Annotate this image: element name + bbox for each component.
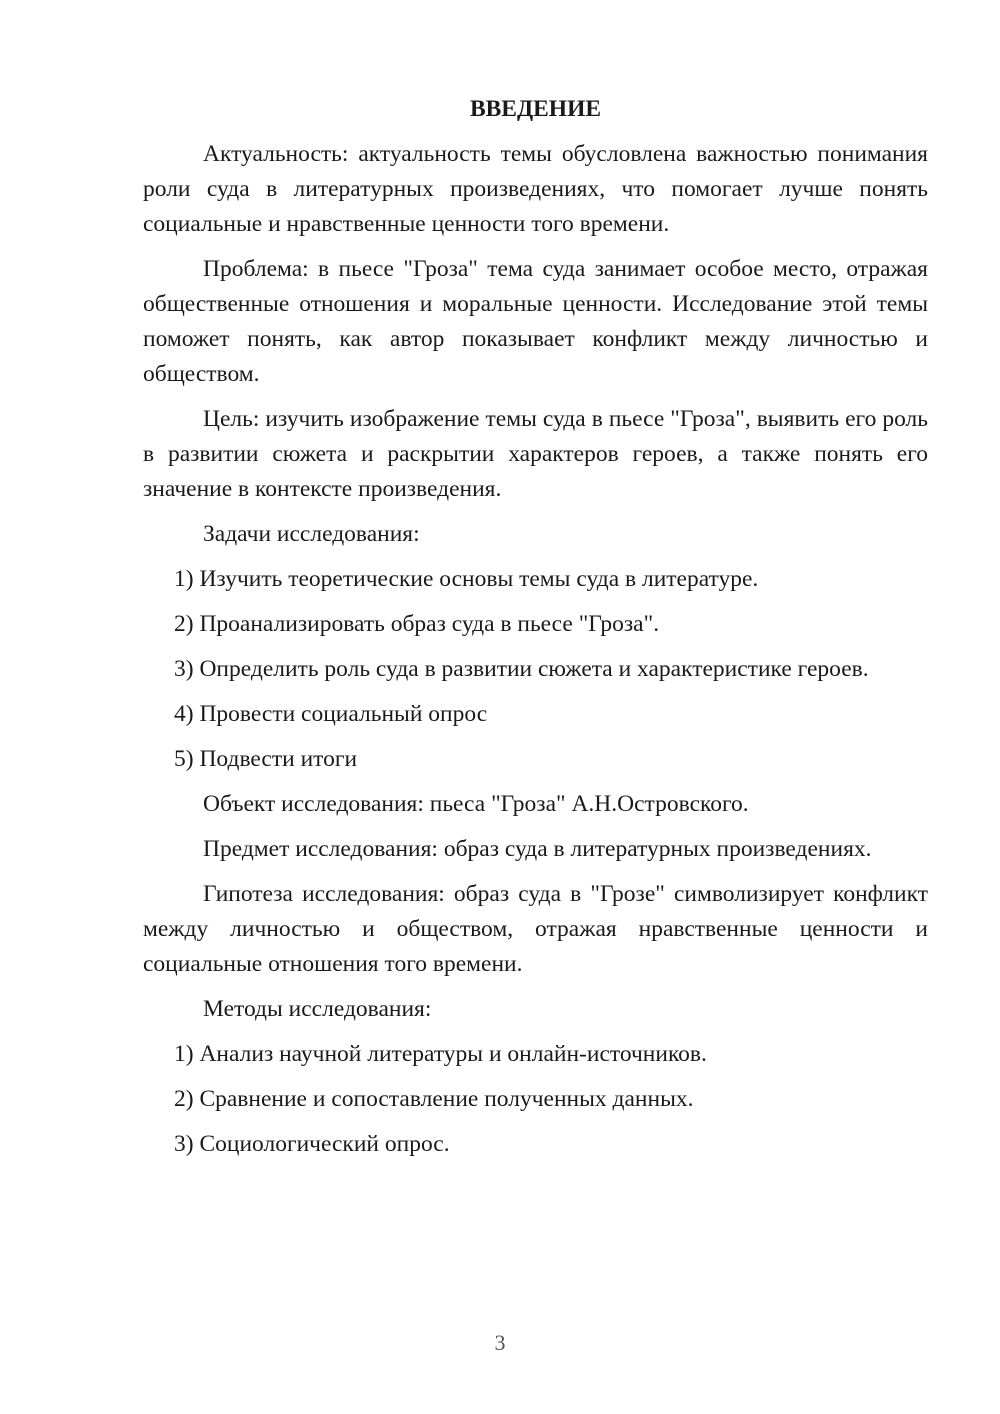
goal-paragraph: Цель: изучить изображение темы суда в пьесе "Гроза", выявить его роль в развитии сюжета и раскрытии характеров героев, а также понять его значение в контексте произведения. <box>143 406 928 502</box>
method-item: 3) Социологический опрос. <box>174 1131 450 1157</box>
research-object: Объект исследования: пьеса "Гроза" А.Н.Островского. <box>203 791 749 817</box>
problem-paragraph: Проблема: в пьесе "Гроза" тема суда занимает особое место, отражая общественные отношения и моральные ценности. Исследование этой темы поможет понять, как автор показывает конфликт между личностью и обществом. <box>143 256 928 387</box>
hypothesis-paragraph: Гипотеза исследования: образ суда в "Грозе" символизирует конфликт между личностью и обществом, отражая нравственные ценности и социальные отношения того времени. <box>143 881 928 977</box>
methods-heading: Методы исследования: <box>203 996 432 1022</box>
tasks-heading: Задачи исследования: <box>203 521 420 547</box>
section-title: ВВЕДЕНИЕ <box>469 96 602 122</box>
task-item: 2) Проанализировать образ суда в пьесе "Гроза". <box>174 611 660 637</box>
task-item: 3) Определить роль суда в развитии сюжета и характеристике героев. <box>174 656 869 682</box>
page-number: 3 <box>494 1330 506 1355</box>
task-item: 4) Провести социальный опрос <box>174 701 488 727</box>
task-item: 1) Изучить теоретические основы темы суда в литературе. <box>174 566 759 592</box>
task-item: 5) Подвести итоги <box>174 746 358 772</box>
method-item: 1) Анализ научной литературы и онлайн-источников. <box>174 1041 707 1067</box>
research-subject: Предмет исследования: образ суда в литературных произведениях. <box>203 836 872 862</box>
page-content <box>143 92 928 1172</box>
relevance-paragraph: Актуальность: актуальность темы обусловлена важностью понимания роли суда в литературных произведениях, что помогает лучше понять социальные и нравственные ценности того времени. <box>143 141 928 237</box>
method-item: 2) Сравнение и сопоставление полученных данных. <box>174 1086 694 1112</box>
